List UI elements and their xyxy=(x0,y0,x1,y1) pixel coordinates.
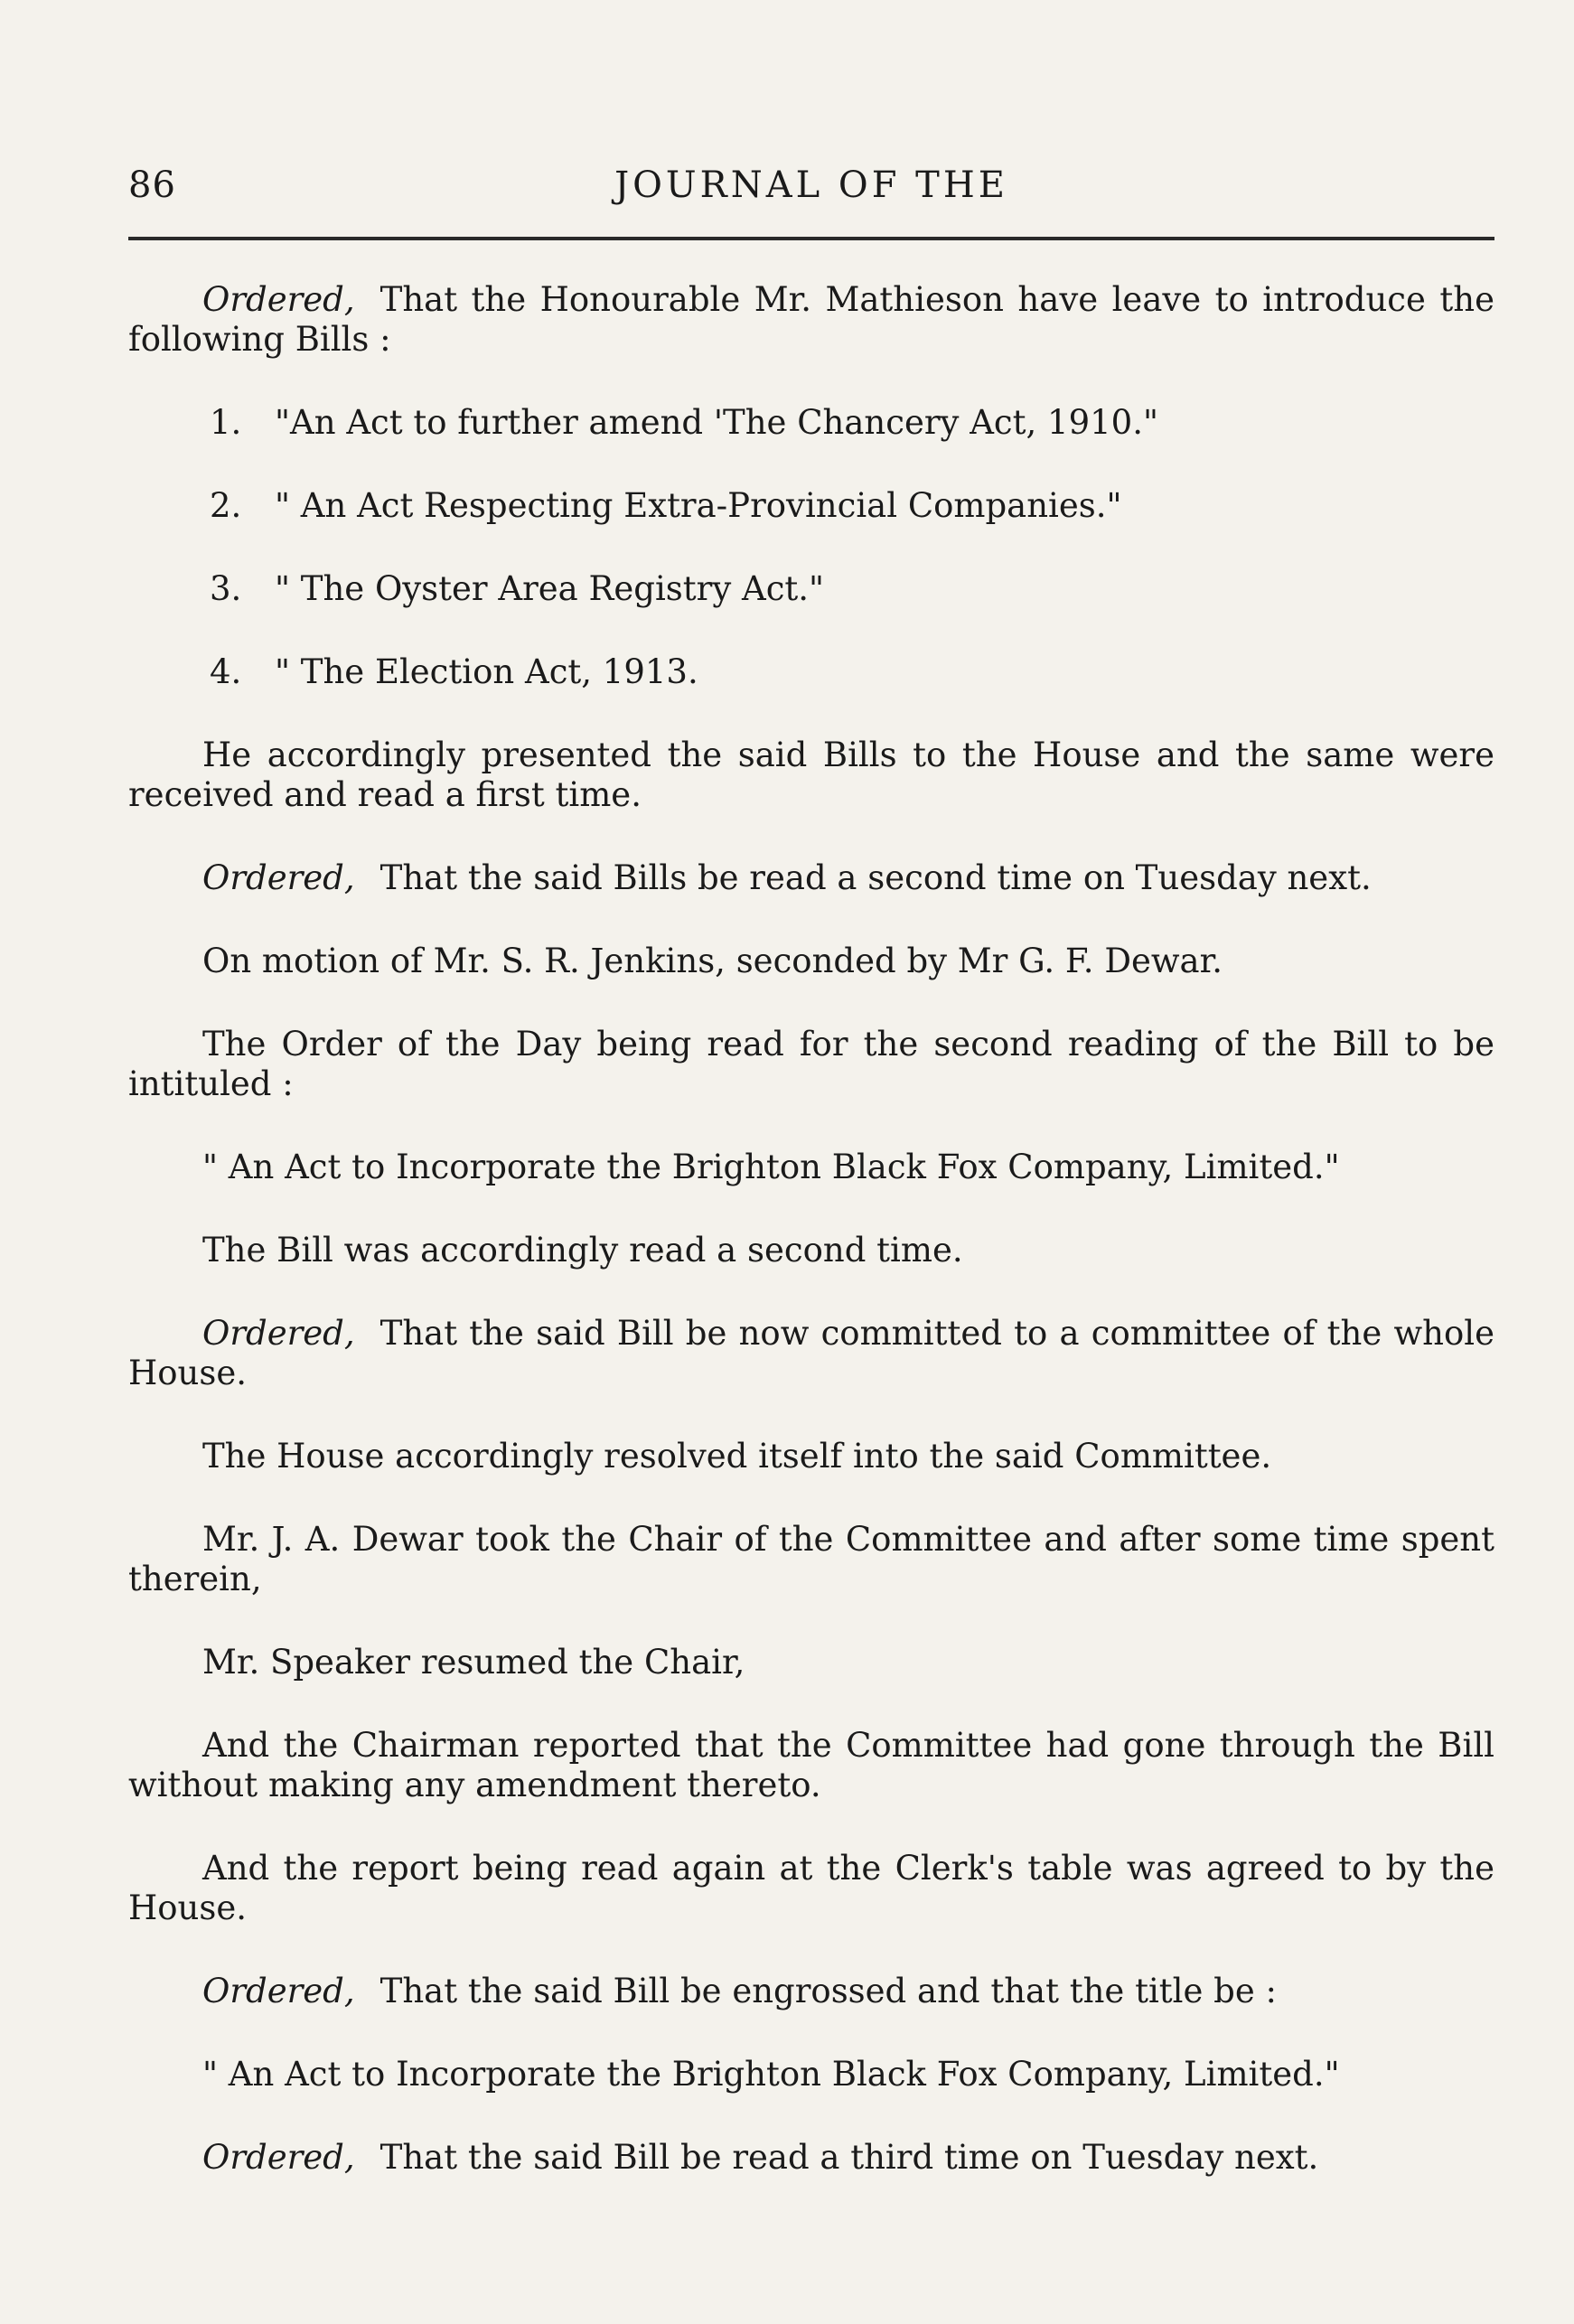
bill-title-line: " An Act to Incorporate the Brighton Black Fox Company, Limited." xyxy=(202,2055,1340,2094)
ordered-label: Ordered, xyxy=(202,280,355,319)
page-number: 86 xyxy=(128,164,176,206)
ordered-label: Ordered, xyxy=(202,2138,355,2177)
paragraph-chairman-report: And the Chairman reported that the Committee had gone through the Bill without making any amendment thereto. xyxy=(128,1726,1494,1804)
bill-list-item xyxy=(128,486,1494,526)
bill-title: " The Election Act, 1913. xyxy=(275,652,698,691)
bill-list-item xyxy=(128,403,1494,443)
paragraph-presented: He accordingly presented the said Bills to the House and the same were received and read a first time. xyxy=(128,736,1494,814)
bill-list-item xyxy=(128,652,1494,692)
bill-number: 4. xyxy=(210,652,242,691)
bill-number: 1. xyxy=(210,403,242,442)
bill-number: 2. xyxy=(210,486,242,525)
paragraph-order-of-day: The Order of the Day being read for the second reading of the Bill to be intituled : xyxy=(128,1025,1494,1103)
bill-list-item xyxy=(128,569,1494,609)
paragraph-speaker: Mr. Speaker resumed the Chair, xyxy=(202,1643,745,1682)
journal-body xyxy=(128,280,1494,2221)
paragraph-chair: Mr. J. A. Dewar took the Chair of the Committee and after some time spent therein, xyxy=(128,1520,1494,1598)
paragraph-ordered-engrossed xyxy=(128,1972,1494,2011)
paragraph-report-agreed: And the report being read again at the Clerk's table was agreed to by the House. xyxy=(128,1849,1494,1927)
ordered-label: Ordered, xyxy=(202,858,355,897)
paragraph-text: That the Honourable Mr. Mathieson have leave to introduce the following Bills : xyxy=(128,280,1494,359)
paragraph-text: That the said Bills be read a second time on Tuesday next. xyxy=(379,858,1372,897)
page-header xyxy=(128,154,1494,226)
bill-title-line: " An Act to Incorporate the Brighton Black Fox Company, Limited." xyxy=(202,1148,1340,1186)
bill-title: " The Oyster Area Registry Act." xyxy=(275,569,825,608)
paragraph-ordered-committed xyxy=(128,1314,1494,1393)
running-head: JOURNAL OF THE xyxy=(614,164,1008,206)
ordered-label: Ordered, xyxy=(202,1972,355,2010)
ordered-label: Ordered, xyxy=(202,1314,355,1353)
bill-title: "An Act to further amend 'The Chancery Act, 1910." xyxy=(275,403,1158,442)
paragraph-text: That the said Bill be engrossed and that the title be : xyxy=(379,1972,1277,2010)
paragraph-second-reading: The Bill was accordingly read a second time. xyxy=(202,1231,963,1270)
bill-title: " An Act Respecting Extra-Provincial Companies." xyxy=(275,486,1122,525)
paragraph-text: That the said Bill be now committed to a committee of the whole House. xyxy=(128,1314,1494,1392)
paragraph-motion: On motion of Mr. S. R. Jenkins, seconded by Mr G. F. Dewar. xyxy=(202,942,1223,980)
header-rule xyxy=(128,237,1494,240)
paragraph-text: That the said Bill be read a third time on Tuesday next. xyxy=(379,2138,1319,2177)
bill-number: 3. xyxy=(210,569,242,608)
paragraph-ordered-second-reading xyxy=(128,858,1494,898)
paragraph-ordered-leave xyxy=(128,280,1494,360)
paragraph-resolved: The House accordingly resolved itself into the said Committee. xyxy=(202,1437,1272,1476)
paragraph-ordered-third-reading xyxy=(128,2138,1494,2178)
